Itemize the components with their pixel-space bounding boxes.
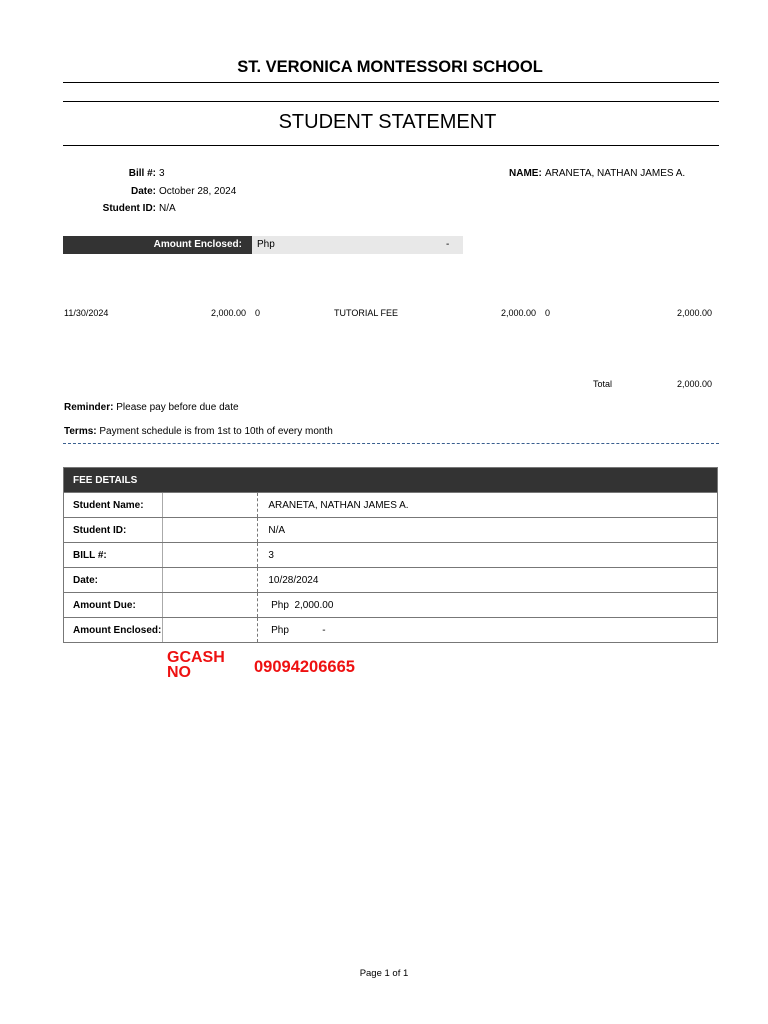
amount-enclosed-value: -	[446, 239, 450, 250]
table-row	[64, 543, 718, 568]
school-name: ST. VERONICA MONTESSORI SCHOOL	[237, 58, 543, 76]
divider	[63, 101, 719, 102]
gcash-number: 09094206665	[254, 658, 355, 676]
fee-row-label: Student Name:	[64, 493, 163, 518]
amount-enclosed-bar	[63, 236, 252, 254]
total-value: 2,000.00	[676, 379, 712, 389]
fee-row-spacer	[163, 593, 258, 618]
date-value: October 28, 2024	[159, 186, 237, 197]
fee-row-value: 3	[258, 543, 718, 568]
fee-row-value: N/A	[258, 518, 718, 543]
table-row	[64, 518, 718, 543]
line-item-amount: 2,000.00	[210, 308, 246, 318]
date-label: Date:	[130, 186, 156, 197]
fee-row-value: Php 2,000.00	[258, 593, 718, 618]
terms-text: Payment schedule is from 1st to 10th of every month	[99, 426, 333, 437]
bill-value: 3	[159, 168, 165, 179]
table-row	[64, 568, 718, 593]
fee-row-value: ARANETA, NATHAN JAMES A.	[258, 493, 718, 518]
gcash-label: GCASH NO	[167, 650, 225, 681]
student-id-label: Student ID:	[102, 203, 156, 214]
fee-row-label: Student ID:	[64, 518, 163, 543]
reminder-note	[64, 402, 239, 413]
divider	[63, 82, 719, 83]
reminder-text: Please pay before due date	[116, 402, 239, 413]
fee-row-label: Amount Due:	[64, 593, 163, 618]
fee-row-label: Amount Enclosed:	[64, 618, 163, 643]
line-item-description: TUTORIAL FEE	[334, 308, 399, 318]
reminder-label: Reminder:	[64, 402, 114, 413]
fee-row-label: Date:	[64, 568, 163, 593]
terms-label: Terms:	[64, 426, 97, 437]
line-item-col6: 0	[545, 308, 551, 318]
amount-enclosed-field	[252, 236, 463, 254]
page-number: Page 1 of 1	[359, 968, 409, 979]
line-item-col3: 0	[255, 308, 261, 318]
line-item-amount2: 2,000.00	[500, 308, 536, 318]
fee-row-label: BILL #:	[64, 543, 163, 568]
divider	[63, 145, 719, 146]
fee-row-spacer	[163, 493, 258, 518]
line-item-balance: 2,000.00	[676, 308, 712, 318]
fee-row-spacer	[163, 618, 258, 643]
fee-row-spacer	[163, 568, 258, 593]
terms-note	[64, 426, 333, 437]
table-row	[64, 493, 718, 518]
fee-details-header	[64, 468, 718, 493]
student-id-value: N/A	[159, 203, 176, 214]
fee-row-value: 10/28/2024	[258, 568, 718, 593]
cut-line	[63, 443, 719, 444]
fee-details-title: FEE DETAILS	[64, 468, 718, 493]
table-row	[64, 593, 718, 618]
amount-enclosed-currency: Php	[257, 239, 275, 250]
line-item-date: 11/30/2024	[64, 308, 109, 318]
fee-row-spacer	[163, 518, 258, 543]
amount-enclosed-label: Amount Enclosed:	[153, 239, 242, 250]
fee-details-table	[63, 467, 718, 643]
total-label: Total	[593, 379, 613, 389]
statement-title: STUDENT STATEMENT	[278, 111, 497, 133]
name-value: ARANETA, NATHAN JAMES A.	[545, 168, 686, 179]
fee-row-value: Php -	[258, 618, 718, 643]
table-row	[64, 618, 718, 643]
bill-label: Bill #:	[128, 168, 156, 179]
fee-row-spacer	[163, 543, 258, 568]
name-label: NAME:	[509, 168, 542, 179]
